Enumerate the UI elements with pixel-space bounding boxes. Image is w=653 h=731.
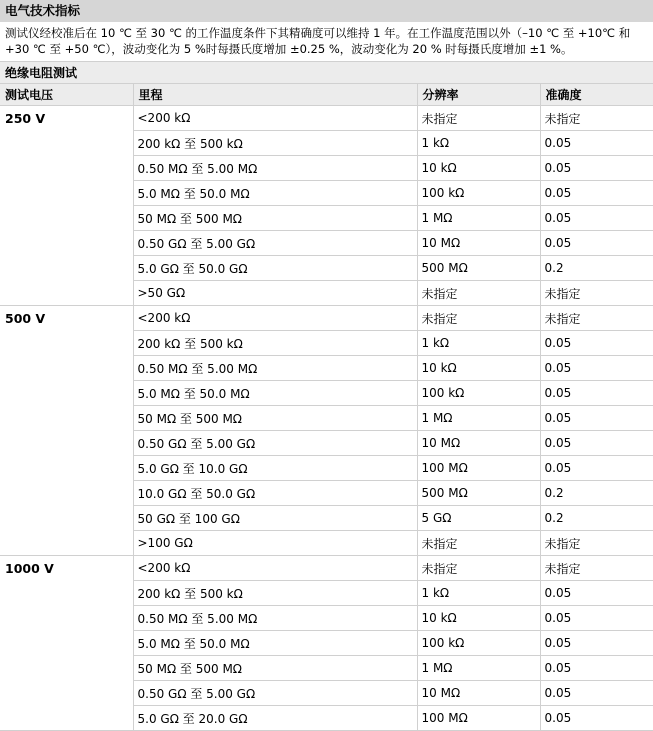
column-header-range: 里程 <box>133 84 417 106</box>
resolution-cell: 1 MΩ <box>417 206 540 231</box>
table-body <box>0 106 653 731</box>
range-cell: 0.50 GΩ 至 5.00 GΩ <box>133 431 417 456</box>
range-cell: 5.0 GΩ 至 10.0 GΩ <box>133 456 417 481</box>
accuracy-cell: 0.05 <box>540 381 653 406</box>
resolution-cell: 未指定 <box>417 281 540 306</box>
resolution-cell: 1 kΩ <box>417 581 540 606</box>
resolution-cell: 1 MΩ <box>417 406 540 431</box>
accuracy-cell: 0.05 <box>540 131 653 156</box>
resolution-cell: 1 kΩ <box>417 331 540 356</box>
accuracy-cell: 0.05 <box>540 331 653 356</box>
resolution-cell: 10 kΩ <box>417 356 540 381</box>
accuracy-cell: 0.2 <box>540 481 653 506</box>
resolution-cell: 未指定 <box>417 556 540 581</box>
subsection-title: 绝缘电阻测试 <box>0 62 653 84</box>
range-cell: 200 kΩ 至 500 kΩ <box>133 581 417 606</box>
range-cell: >50 GΩ <box>133 281 417 306</box>
resolution-cell: 未指定 <box>417 531 540 556</box>
table-row <box>0 106 653 131</box>
accuracy-cell: 0.05 <box>540 156 653 181</box>
range-cell: <200 kΩ <box>133 556 417 581</box>
resolution-cell: 100 kΩ <box>417 631 540 656</box>
range-cell: 200 kΩ 至 500 kΩ <box>133 331 417 356</box>
accuracy-cell: 0.05 <box>540 181 653 206</box>
accuracy-cell: 未指定 <box>540 106 653 131</box>
resolution-cell: 10 MΩ <box>417 231 540 256</box>
accuracy-cell: 0.05 <box>540 631 653 656</box>
accuracy-cell: 未指定 <box>540 306 653 331</box>
resolution-cell: 未指定 <box>417 106 540 131</box>
range-cell: 50 MΩ 至 500 MΩ <box>133 406 417 431</box>
accuracy-cell: 未指定 <box>540 281 653 306</box>
accuracy-cell: 0.05 <box>540 431 653 456</box>
table-row <box>0 556 653 581</box>
range-cell: 5.0 GΩ 至 20.0 GΩ <box>133 706 417 731</box>
accuracy-cell: 0.2 <box>540 256 653 281</box>
resolution-cell: 500 MΩ <box>417 481 540 506</box>
table-row <box>0 306 653 331</box>
accuracy-cell: 0.05 <box>540 206 653 231</box>
resolution-cell: 10 kΩ <box>417 156 540 181</box>
range-cell: 0.50 MΩ 至 5.00 MΩ <box>133 156 417 181</box>
range-cell: 5.0 MΩ 至 50.0 MΩ <box>133 181 417 206</box>
accuracy-cell: 0.05 <box>540 456 653 481</box>
accuracy-cell: 0.05 <box>540 231 653 256</box>
resolution-cell: 5 GΩ <box>417 506 540 531</box>
resolution-cell: 10 kΩ <box>417 606 540 631</box>
range-cell: <200 kΩ <box>133 106 417 131</box>
insulation-resistance-table <box>0 84 653 731</box>
voltage-cell: 250 V <box>0 106 133 306</box>
range-cell: 200 kΩ 至 500 kΩ <box>133 131 417 156</box>
resolution-cell: 100 MΩ <box>417 456 540 481</box>
accuracy-cell: 0.05 <box>540 606 653 631</box>
accuracy-cell: 0.05 <box>540 656 653 681</box>
table-header-row <box>0 84 653 106</box>
range-cell: 5.0 MΩ 至 50.0 MΩ <box>133 631 417 656</box>
accuracy-cell: 0.05 <box>540 706 653 731</box>
resolution-cell: 10 MΩ <box>417 681 540 706</box>
resolution-cell: 1 kΩ <box>417 131 540 156</box>
range-cell: 50 GΩ 至 100 GΩ <box>133 506 417 531</box>
resolution-cell: 未指定 <box>417 306 540 331</box>
resolution-cell: 100 kΩ <box>417 381 540 406</box>
range-cell: 5.0 MΩ 至 50.0 MΩ <box>133 381 417 406</box>
column-header-voltage: 测试电压 <box>0 84 133 106</box>
range-cell: 5.0 GΩ 至 50.0 GΩ <box>133 256 417 281</box>
range-cell: 50 MΩ 至 500 MΩ <box>133 656 417 681</box>
range-cell: >100 GΩ <box>133 531 417 556</box>
resolution-cell: 100 MΩ <box>417 706 540 731</box>
range-cell: 0.50 MΩ 至 5.00 MΩ <box>133 356 417 381</box>
range-cell: <200 kΩ <box>133 306 417 331</box>
accuracy-cell: 未指定 <box>540 556 653 581</box>
accuracy-cell: 未指定 <box>540 531 653 556</box>
range-cell: 0.50 GΩ 至 5.00 GΩ <box>133 681 417 706</box>
range-cell: 50 MΩ 至 500 MΩ <box>133 206 417 231</box>
column-header-accuracy: 准确度 <box>540 84 653 106</box>
resolution-cell: 10 MΩ <box>417 431 540 456</box>
accuracy-cell: 0.05 <box>540 581 653 606</box>
column-header-resolution: 分辨率 <box>417 84 540 106</box>
voltage-cell: 500 V <box>0 306 133 556</box>
resolution-cell: 500 MΩ <box>417 256 540 281</box>
accuracy-cell: 0.05 <box>540 681 653 706</box>
resolution-cell: 1 MΩ <box>417 656 540 681</box>
accuracy-cell: 0.05 <box>540 406 653 431</box>
calibration-note: 测试仪经校准后在 10 ℃ 至 30 ℃ 的工作温度条件下其精确度可以维持 1 年。在工作温度范围以外（–10 ℃ 至 +10℃ 和 +30 ℃ 至 +50 ℃），波动变化为 5 %时每摄氏度增加 ±0.25 %，波动变化为 20 % 时每摄氏度增加 ±1 %。 <box>0 22 653 62</box>
range-cell: 0.50 GΩ 至 5.00 GΩ <box>133 231 417 256</box>
voltage-cell: 1000 V <box>0 556 133 731</box>
accuracy-cell: 0.05 <box>540 356 653 381</box>
accuracy-cell: 0.2 <box>540 506 653 531</box>
range-cell: 0.50 MΩ 至 5.00 MΩ <box>133 606 417 631</box>
section-title: 电气技术指标 <box>0 0 653 22</box>
range-cell: 10.0 GΩ 至 50.0 GΩ <box>133 481 417 506</box>
resolution-cell: 100 kΩ <box>417 181 540 206</box>
